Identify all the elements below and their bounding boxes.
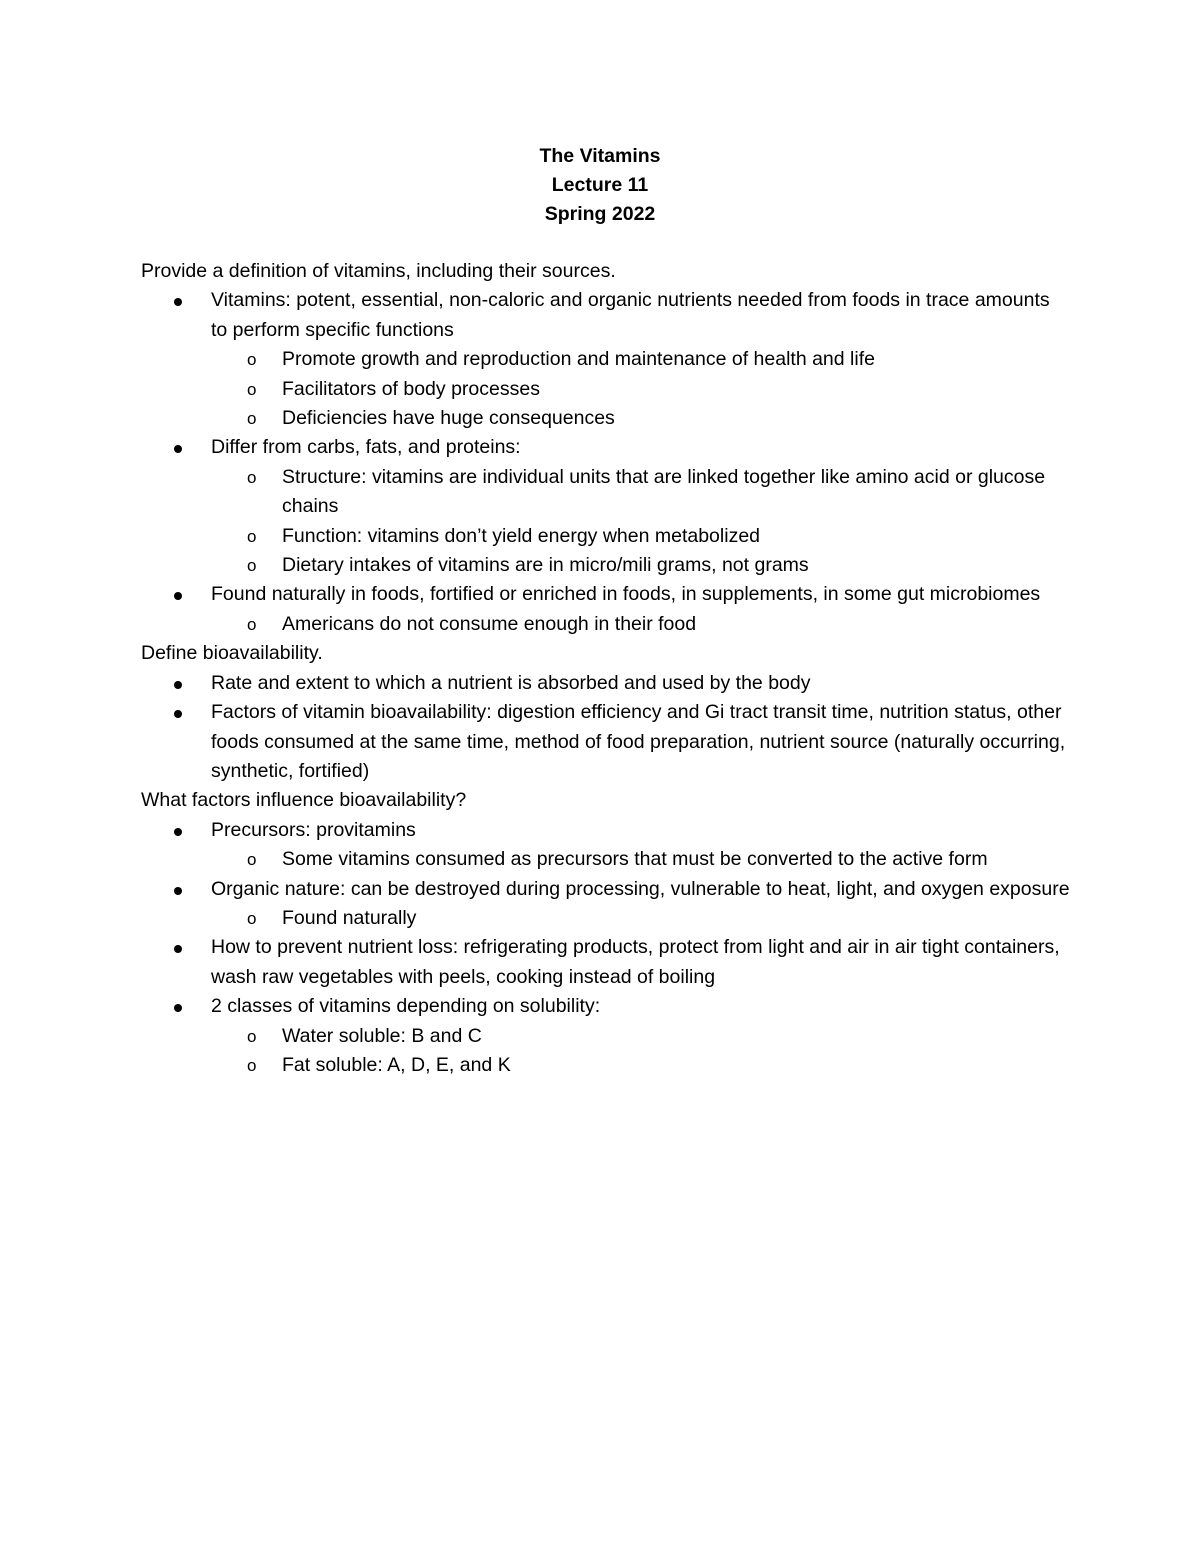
hollow-bullet-icon: o (247, 614, 257, 634)
bullet-text: Organic nature: can be destroyed during processing, vulnerable to heat, light, and oxygen exposure (211, 877, 1070, 900)
bullet-text: Vitamins: potent, essential, non-caloric and organic nutrients needed from foods in trace amounts to perform specific functions (211, 289, 1050, 341)
notes-body (141, 257, 1071, 1080)
bullet-dot-icon (174, 887, 182, 895)
bullet-text: Found naturally in foods, fortified or enriched in foods, in supplements, in some gut microbiomes (211, 583, 1041, 606)
sub-bullet-text: Water soluble: B and C (282, 1024, 482, 1047)
title-block (0, 142, 1200, 229)
sub-bullet-text: Function: vitamins don’t yield energy when metabolized (282, 524, 761, 547)
bullet-item (211, 669, 1071, 698)
bullet-dot-icon (174, 592, 182, 600)
lecture-label: Lecture 11 (551, 174, 649, 196)
bullet-list (141, 669, 1071, 787)
sub-bullet-item (247, 1022, 1071, 1051)
bullet-dot-icon (174, 945, 182, 953)
sub-bullet-item (247, 404, 1071, 433)
sub-bullet-text: Promote growth and reproduction and maintenance of health and life (282, 348, 875, 371)
sub-bullet-text: Dietary intakes of vitamins are in micro/mili grams, not grams (282, 554, 809, 577)
bullet-item (211, 875, 1071, 934)
bullet-text: Rate and extent to which a nutrient is absorbed and used by the body (211, 671, 811, 694)
bullet-dot-icon (174, 681, 182, 689)
bullet-dot-icon (174, 1004, 182, 1012)
sub-bullet-item (247, 845, 1071, 874)
term-label: Spring 2022 (544, 203, 656, 225)
hollow-bullet-icon: o (247, 1026, 257, 1046)
bullet-item (211, 433, 1071, 580)
bullet-item (211, 580, 1071, 639)
bullet-dot-icon (174, 298, 182, 306)
sub-bullet-text: Americans do not consume enough in their food (282, 612, 697, 635)
hollow-bullet-icon: o (247, 350, 257, 370)
section-heading: Define bioavailability. (141, 642, 323, 665)
hollow-bullet-icon: o (247, 467, 257, 487)
sub-bullet-list (211, 610, 1071, 639)
bullet-item (211, 992, 1071, 1080)
bullet-text: Differ from carbs, fats, and proteins: (211, 436, 521, 459)
sub-bullet-item (247, 610, 1071, 639)
section-heading: Provide a definition of vitamins, including their sources. (141, 260, 616, 282)
hollow-bullet-icon: o (247, 1055, 257, 1075)
sub-bullet-list (211, 345, 1071, 433)
sub-bullet-list (211, 463, 1071, 581)
sub-bullet-list (211, 904, 1071, 933)
hollow-bullet-icon: o (247, 908, 257, 928)
hollow-bullet-icon: o (247, 556, 257, 576)
section-heading: What factors influence bioavailability? (141, 789, 467, 812)
sub-bullet-text: Found naturally (282, 906, 417, 929)
sub-bullet-text: Facilitators of body processes (282, 377, 540, 400)
sub-bullet-text: Structure: vitamins are individual units that are linked together like amino acid or glucose chains (282, 465, 1046, 518)
bullet-dot-icon (174, 710, 182, 718)
sub-bullet-item (247, 551, 1071, 580)
sub-bullet-item (247, 345, 1071, 374)
bullet-text: 2 classes of vitamins depending on solubility: (211, 995, 601, 1018)
bullet-text: Factors of vitamin bioavailability: digestion efficiency and Gi tract transit time, nutrition status, other foods consumed at the same time, method of food preparation, nutrient source (naturally occurring, synthetic, fortified) (211, 701, 1066, 782)
bullet-text: How to prevent nutrient loss: refrigerating products, protect from light and air in air tight containers, wash raw vegetables with peels, cooking instead of boiling (211, 936, 1060, 988)
hollow-bullet-icon: o (247, 409, 257, 429)
bullet-list (141, 286, 1071, 639)
bullet-item (211, 698, 1071, 786)
sub-bullet-list (211, 845, 1071, 874)
sub-bullet-text: Fat soluble: A, D, E, and K (282, 1053, 511, 1076)
sub-bullet-list (211, 1022, 1071, 1081)
bullet-item (211, 286, 1071, 433)
hollow-bullet-icon: o (247, 850, 257, 870)
sub-bullet-text: Some vitamins consumed as precursors that must be converted to the active form (282, 848, 988, 871)
hollow-bullet-icon: o (247, 526, 257, 546)
bullet-item (211, 816, 1071, 875)
sub-bullet-item (247, 904, 1071, 933)
hollow-bullet-icon: o (247, 379, 257, 399)
bullet-list (141, 816, 1071, 1081)
sub-bullet-item (247, 1051, 1071, 1080)
sub-bullet-text: Deficiencies have huge consequences (282, 407, 615, 430)
bullet-dot-icon (174, 828, 182, 836)
sub-bullet-item (247, 375, 1071, 404)
sub-bullet-item (247, 522, 1071, 551)
bullet-dot-icon (174, 445, 182, 453)
bullet-item (211, 933, 1071, 992)
document-title: The Vitamins (539, 145, 661, 167)
sub-bullet-item (247, 463, 1071, 522)
bullet-text: Precursors: provitamins (211, 818, 416, 841)
